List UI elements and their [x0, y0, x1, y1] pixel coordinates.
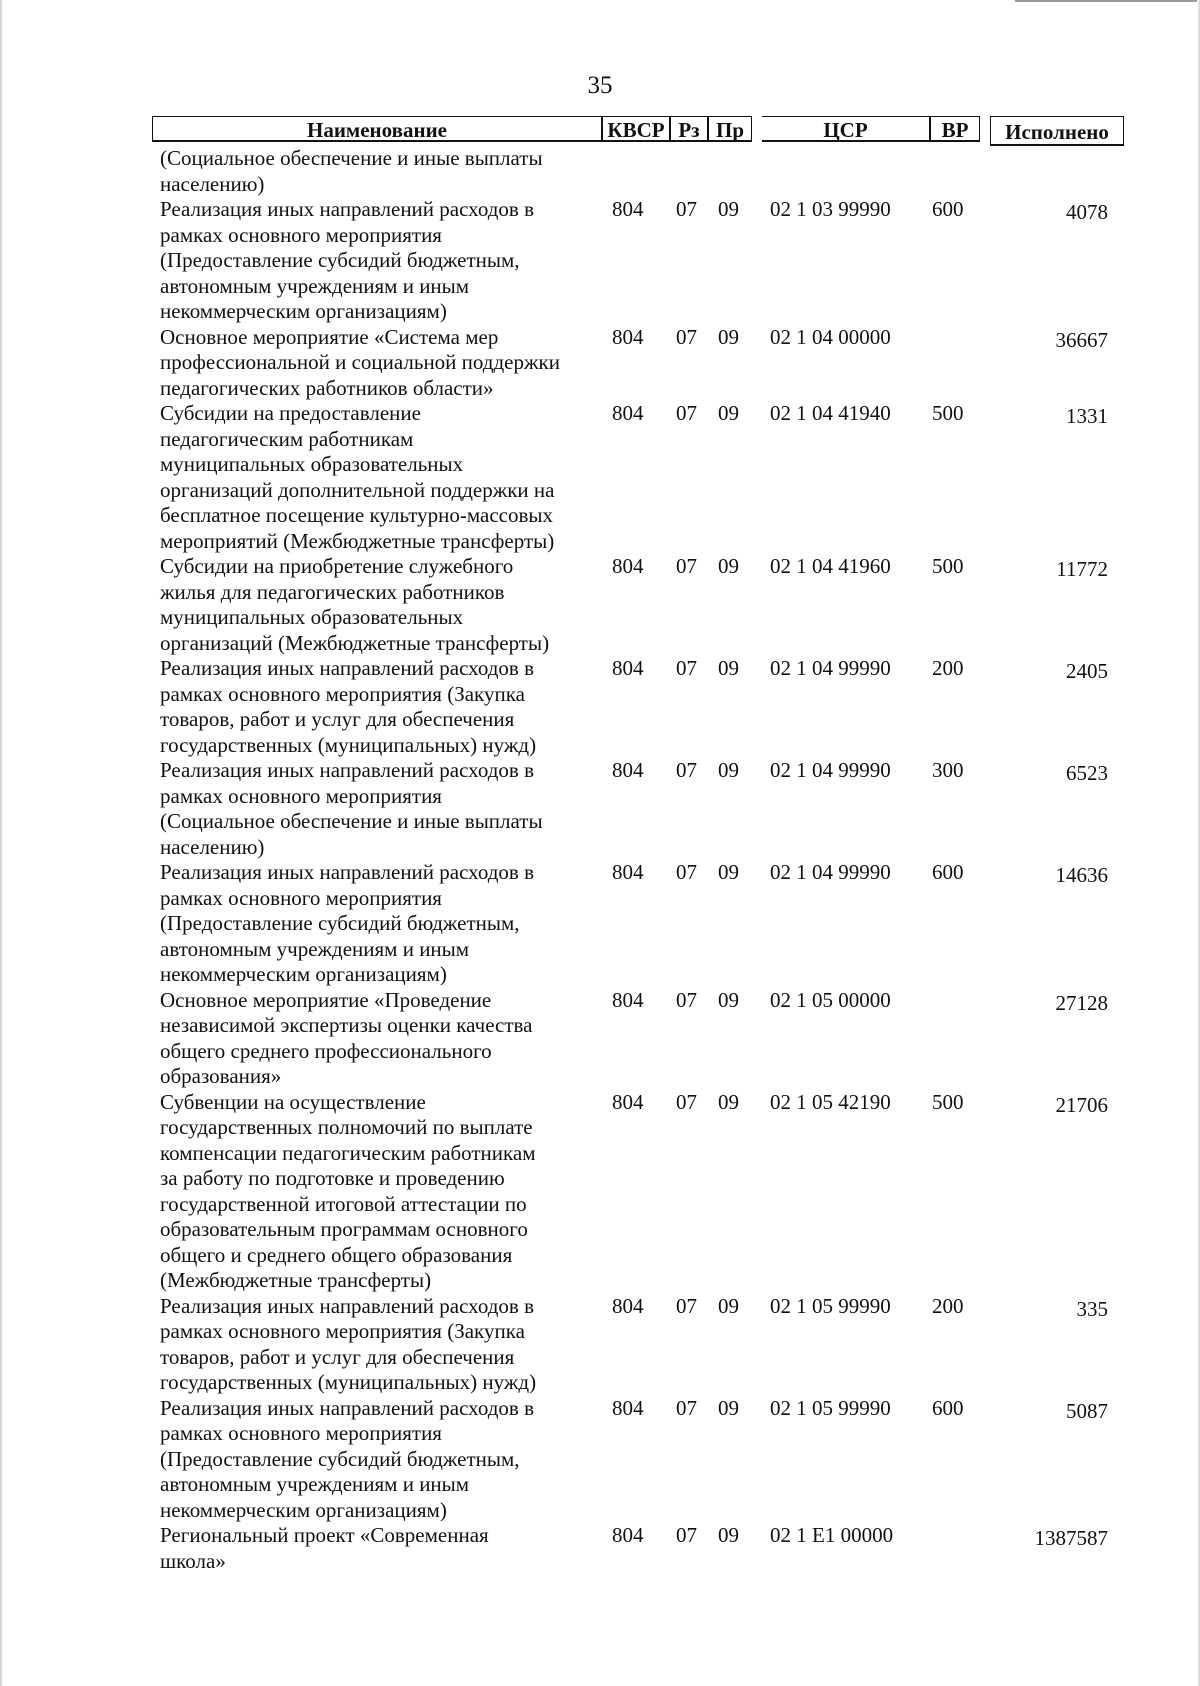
- row-rz: 07: [676, 860, 697, 884]
- row-name-line: рамках основного мероприятия (Закупка: [160, 1319, 525, 1343]
- row-name: [160, 1090, 600, 1294]
- row-rz: 07: [676, 401, 697, 425]
- row-name-line: мероприятий (Межбюджетные трансферты): [160, 528, 555, 553]
- row-ispolneno: 36667: [1055, 327, 1108, 352]
- page-number: 35: [587, 72, 613, 99]
- row-vr: 600: [932, 197, 964, 221]
- row-name-line: Региональный проект «Современная: [160, 1523, 489, 1547]
- row-name-line: Реализация иных направлений расходов в: [160, 197, 535, 221]
- header-name: Наименование: [152, 116, 602, 142]
- row-name-line: Реализация иных направлений расходов в: [160, 656, 535, 680]
- row-name-line: компенсации педагогическим работникам: [160, 1140, 536, 1165]
- row-csr: 02 1 04 99990: [770, 860, 891, 884]
- row-name-line: автономным учреждениям и иным: [160, 1472, 470, 1496]
- row-name-line: школа»: [160, 1548, 226, 1573]
- row-name-line: рамках основного мероприятия: [160, 885, 442, 910]
- row-rz: 07: [676, 554, 697, 578]
- row-ispolneno: 335: [1076, 1296, 1108, 1321]
- row-vr: 200: [932, 1293, 964, 1318]
- scan-edge-top: [1015, 0, 1200, 2]
- row-name-line: педагогических работников области»: [160, 375, 494, 400]
- row-kvsr: 804: [612, 197, 644, 221]
- row-name-line: Реализация иных направлений расходов в: [160, 758, 535, 782]
- row-pr: 09: [718, 860, 739, 884]
- row-kvsr: 804: [612, 758, 644, 782]
- row-pr: 09: [718, 554, 739, 578]
- row-rz: 07: [676, 656, 697, 680]
- row-kvsr: 804: [612, 860, 644, 884]
- row-name-line: некоммерческим организациям): [160, 962, 447, 986]
- row-name: [160, 401, 600, 554]
- row-vr: 500: [932, 401, 964, 425]
- header-ispolneno: Исполнено: [990, 116, 1124, 146]
- row-pr: 09: [718, 401, 739, 425]
- row-csr: 02 1 04 99990: [770, 758, 891, 782]
- row-rz: 07: [676, 1395, 697, 1420]
- row-csr: 02 1 04 99990: [770, 656, 891, 680]
- row-vr: 200: [932, 656, 964, 680]
- row-pr: 09: [718, 1089, 739, 1114]
- row-kvsr: 804: [612, 1523, 644, 1547]
- header-csr: ЦСР: [762, 116, 930, 142]
- row-name: [160, 554, 600, 656]
- row-name-line: организаций дополнительной поддержки на: [160, 477, 555, 502]
- row-name-line: организаций (Межбюджетные трансферты): [160, 630, 550, 655]
- row-ispolneno: 2405: [1066, 659, 1108, 683]
- row-name-line: Субсидии на предоставление: [160, 401, 421, 425]
- row-name-line: рамках основного мероприятия (Закупка: [160, 681, 525, 706]
- row-kvsr: 804: [612, 987, 644, 1012]
- row-name-line: педагогическим работникам: [160, 426, 414, 451]
- row-name-line: некоммерческим организациям): [160, 299, 447, 323]
- row-rz: 07: [676, 758, 697, 782]
- row-name-line: (Предоставление субсидий бюджетным,: [160, 248, 520, 272]
- row-name-line: рамках основного мероприятия: [160, 222, 442, 247]
- row-name: [160, 1294, 600, 1396]
- row-pr: 09: [718, 324, 739, 349]
- row-pr: 09: [718, 1523, 739, 1547]
- row-name: [160, 146, 600, 197]
- row-name-line: рамках основного мероприятия: [160, 783, 442, 808]
- row-ispolneno: 1387587: [1034, 1526, 1108, 1550]
- header-pr: Пр: [708, 116, 752, 142]
- row-ispolneno: 21706: [1055, 1092, 1108, 1117]
- row-name-line: профессиональной и социальной поддержки: [160, 350, 560, 374]
- row-name-line: (Социальное обеспечение и иные выплаты: [160, 809, 543, 833]
- row-name-line: муниципальных образовательных: [160, 452, 464, 476]
- row-kvsr: 804: [612, 1395, 644, 1420]
- row-name-line: государственных (муниципальных) нужд): [160, 732, 537, 757]
- row-rz: 07: [676, 324, 697, 349]
- row-ispolneno: 4078: [1066, 200, 1108, 224]
- row-kvsr: 804: [612, 324, 644, 349]
- row-name-line: Основное мероприятие «Система мер: [160, 324, 499, 349]
- row-name-line: за работу по подготовке и проведению: [160, 1166, 505, 1190]
- row-csr: 02 1 05 00000: [770, 987, 891, 1012]
- row-name-line: Реализация иных направлений расходов в: [160, 1293, 535, 1318]
- row-csr: 02 1 03 99990: [770, 197, 891, 221]
- row-csr: 02 1 05 99990: [770, 1395, 891, 1420]
- row-csr: 02 1 E1 00000: [770, 1523, 894, 1547]
- row-pr: 09: [718, 987, 739, 1012]
- row-name-line: Реализация иных направлений расходов в: [160, 1395, 535, 1420]
- row-name-line: товаров, работ и услуг для обеспечения: [160, 707, 515, 731]
- row-ispolneno: 6523: [1066, 761, 1108, 785]
- row-name: [160, 1523, 600, 1574]
- row-ispolneno: 27128: [1055, 990, 1108, 1015]
- row-vr: 600: [932, 1395, 964, 1420]
- row-kvsr: 804: [612, 554, 644, 578]
- row-name-line: автономным учреждениям и иным: [160, 273, 470, 298]
- row-ispolneno: 1331: [1066, 404, 1108, 428]
- row-csr: 02 1 04 41940: [770, 401, 891, 425]
- row-rz: 07: [676, 1293, 697, 1318]
- row-rz: 07: [676, 197, 697, 221]
- row-name-line: некоммерческим организациям): [160, 1497, 447, 1522]
- row-ispolneno: 5087: [1066, 1398, 1108, 1423]
- row-csr: 02 1 05 99990: [770, 1293, 891, 1318]
- row-name-line: жилья для педагогических работников: [160, 579, 505, 604]
- scan-edge-left: [0, 0, 3, 1686]
- row-name-line: муниципальных образовательных: [160, 605, 464, 629]
- row-name-line: государственных полномочий по выплате: [160, 1115, 533, 1139]
- row-name: [160, 656, 600, 758]
- row-name-line: товаров, работ и услуг для обеспечения: [160, 1344, 515, 1369]
- row-csr: 02 1 05 42190: [770, 1089, 891, 1114]
- row-kvsr: 804: [612, 656, 644, 680]
- header-vr: ВР: [930, 116, 980, 142]
- row-pr: 09: [718, 758, 739, 782]
- row-rz: 07: [676, 987, 697, 1012]
- row-pr: 09: [718, 197, 739, 221]
- row-name-line: государственных (муниципальных) нужд): [160, 1370, 537, 1394]
- row-vr: 500: [932, 1089, 964, 1114]
- row-name-line: образовательным программам основного: [160, 1217, 528, 1241]
- row-name-line: общего среднего профессионального: [160, 1038, 492, 1063]
- row-name-line: Реализация иных направлений расходов в: [160, 860, 535, 884]
- header-kvsr: КВСР: [602, 116, 670, 142]
- row-pr: 09: [718, 656, 739, 680]
- row-name-line: (Социальное обеспечение и иные выплаты: [160, 146, 543, 170]
- row-vr: 500: [932, 554, 964, 578]
- row-vr: 300: [932, 758, 964, 782]
- row-kvsr: 804: [612, 401, 644, 425]
- row-name: [160, 758, 600, 860]
- row-rz: 07: [676, 1523, 697, 1547]
- row-name-line: (Предоставление субсидий бюджетным,: [160, 1446, 520, 1471]
- row-name-line: Субсидии на приобретение служебного: [160, 554, 514, 578]
- row-name: [160, 197, 600, 325]
- row-name: [160, 325, 600, 402]
- header-rz: Рз: [670, 116, 708, 142]
- table-header: [152, 116, 1124, 146]
- row-ispolneno: 14636: [1055, 863, 1108, 887]
- row-name-line: государственной итоговой аттестации по: [160, 1191, 527, 1216]
- row-name-line: (Межбюджетные трансферты): [160, 1268, 432, 1292]
- row-name-line: рамках основного мероприятия: [160, 1421, 442, 1445]
- row-ispolneno: 11772: [1056, 557, 1108, 581]
- row-name: [160, 1396, 600, 1524]
- row-kvsr: 804: [612, 1293, 644, 1318]
- row-name-line: Субвенции на осуществление: [160, 1089, 426, 1114]
- row-name-line: населению): [160, 171, 265, 196]
- row-name-line: бесплатное посещение культурно-массовых: [160, 503, 554, 527]
- row-name-line: независимой экспертизы оценки качества: [160, 1013, 533, 1037]
- row-csr: 02 1 04 00000: [770, 324, 891, 349]
- row-name-line: населению): [160, 834, 265, 859]
- row-name-line: автономным учреждениям и иным: [160, 936, 470, 961]
- row-pr: 09: [718, 1293, 739, 1318]
- row-name: [160, 988, 600, 1090]
- row-name-line: (Предоставление субсидий бюджетным,: [160, 911, 520, 935]
- row-rz: 07: [676, 1089, 697, 1114]
- row-name: [160, 860, 600, 988]
- row-name-line: образования»: [160, 1064, 282, 1088]
- row-name-line: Основное мероприятие «Проведение: [160, 987, 492, 1012]
- row-pr: 09: [718, 1395, 739, 1420]
- row-kvsr: 804: [612, 1089, 644, 1114]
- row-csr: 02 1 04 41960: [770, 554, 891, 578]
- row-vr: 600: [932, 860, 964, 884]
- row-name-line: общего и среднего общего образования: [160, 1242, 513, 1267]
